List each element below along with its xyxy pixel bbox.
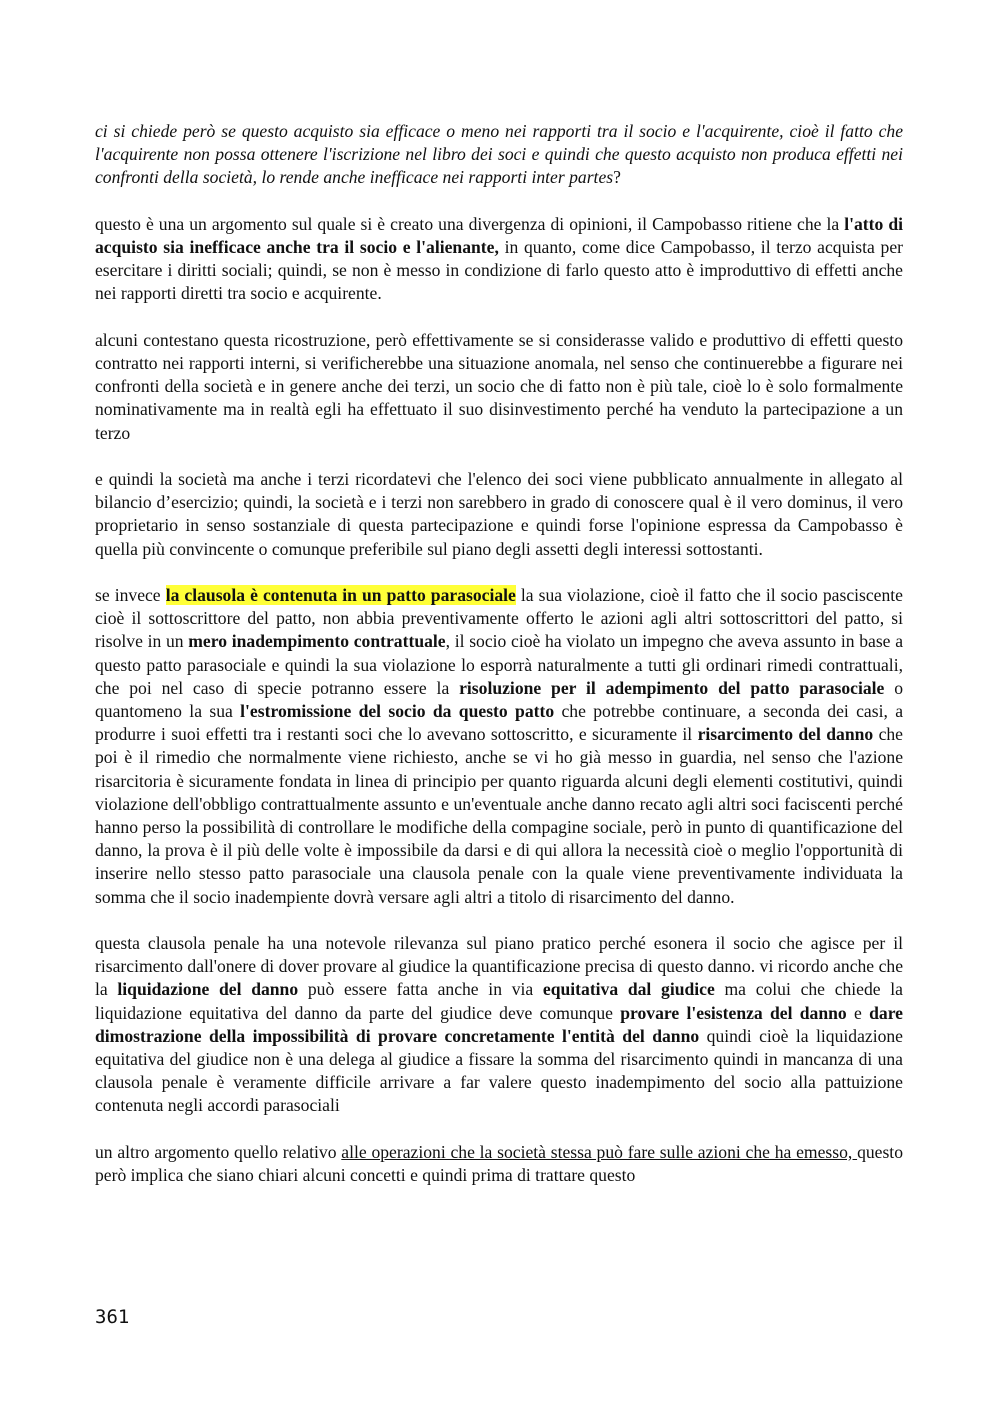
bold-text: dare dimostrazione della impossibilità di provare concretamente l'entità del danno [95, 1002, 903, 1046]
bold-text: provare l'esistenza del danno [620, 1002, 847, 1023]
paragraph [95, 120, 903, 190]
text-run: questo però implica che siano chiari alcuni concetti e quindi prima di trattare questo [95, 1141, 903, 1186]
text-run: e [846, 1002, 870, 1023]
paragraph [95, 468, 903, 561]
text-run: alcuni contestano questa ricostruzione, però effettivamente se si considerasse valido e produttivo di effetti questo contratto nei rapporti interni, si verificherebbe una situazione anomala, nel senso che continuerebbe a figurare nei confronti della società e in genere anche dei terzi, un socio che di fatto non è più tale, cioè lo è solo formalmente nominativamente ma in realtà egli ha effettuato il suo disinvestimento perché ha venduto la partecipazione a un terzo [95, 329, 903, 443]
bold-text: liquidazione del danno [117, 979, 299, 1000]
text-run: in quanto, come dice Campobasso, il terzo acquista per esercitare i diritti sociali; quindi, se non è messo in condizione di farlo questo atto è improduttivo di effetti anche nei rapporti diretti tra socio e acquirente. [95, 237, 903, 304]
paragraph [95, 584, 903, 909]
paragraph [95, 1141, 903, 1187]
text-run: se invece [95, 585, 166, 605]
page-body [95, 120, 903, 1187]
bold-text: mero inadempimento contrattuale [188, 631, 446, 652]
text-run: e quindi la società ma anche i terzi ricordatevi che l'elenco dei soci viene pubblicato annualmente in allegato al bilancio d’esercizio; quindi, la società e i terzi non sarebbero in grado di conoscere qual è il vero dominus, il vero proprietario in senso sostanziale di questa partecipazione e quindi forse l'opinione espressa da Campobasso è quella più convincente o comunque preferibile sul piano degli assetti degli interessi sottostanti. [95, 469, 903, 559]
text-run: o quantomeno la sua [95, 677, 903, 722]
bold-text: equitativa dal giudice [542, 979, 715, 1000]
paragraph [95, 213, 903, 306]
bold-text: l'estromissione del socio da questo patto [240, 701, 555, 722]
paragraph [95, 329, 903, 445]
paragraph [95, 932, 903, 1118]
text-run: un altro argomento quello relativo [95, 1141, 342, 1162]
bold-text: risarcimento del danno [697, 724, 874, 745]
highlighted-text: la clausola è contenuta in un patto parasociale [165, 585, 516, 605]
bold-text: risoluzione per il adempimento del patto parasociale [459, 677, 885, 698]
bold-text: l'atto di acquisto sia inefficace anche tra il socio e l'alienante, [95, 213, 903, 257]
underlined-text: alle operazioni che la società stessa può fare sulle azioni che ha emesso, [341, 1141, 858, 1162]
text-run: che poi è il rimedio che normalmente viene richiesto, anche se vi ho già messo in guardia, nel senso che l'azione risarcitoria è sicuramente fondata in linea di principio per quanto riguarda alcuni degli elementi costitutivi, quindi violazione dell'obbligo contrattualmente assunto e un'eventuale anche danno recato agli altri soci faciscenti perché hanno perso la possibilità di controllare le modifiche della compagine sociale, però in punto di quantificazione del danno, la prova è il più delle volte è impossibile da darsi e di qui allora la necessità cioè o meglio l'opportunità di inserire nello stesso patto parasociale una clausola penale con la quale viene preventivamente individuata la somma che il socio inadempiente dovrà versare agli altri a titolo di risarcimento del danno. [95, 724, 903, 907]
page-number: 361 [95, 1306, 130, 1328]
text-run: che potrebbe continuare, a seconda dei casi, a produrre i suoi effetti tra i restanti soci che lo avevano sottoscritto, e sicuramente il [95, 701, 904, 745]
text-run: può essere fatta anche in via [298, 979, 543, 1000]
text-run: la sua violazione, cioè il fatto che il socio pasciscente cioè il sottoscrittore del patto, non abbia preventivamente offerto le azioni agli altri sottoscrittori del patto, si risolve in un [95, 585, 903, 652]
text-run: , il socio cioè ha violato un impegno che aveva assunto in base a questo patto parasociale e quindi la sua violazione lo esporrà naturalmente a tutti gli ordinari rimedi contrattuali, che poi nel caso di specie potranno essere la [95, 631, 904, 698]
text-run: questo è una un argomento sul quale si è creato una divergenza di opinioni, il Campobasso ritiene che la [95, 213, 845, 234]
text-run: ? [613, 167, 621, 188]
text-run: questa clausola penale ha una notevole rilevanza sul piano pratico perché esonera il socio che agisce per il risarcimento dall'onere di dover provare al giudice la quantificazione precisa di questo danno. vi ricordo anche che la [95, 933, 903, 1000]
text-run: ma colui che chiede la liquidazione equitativa del danno da parte del giudice deve comunque [95, 979, 903, 1023]
text-run: ci si chiede però se questo acquisto sia efficace o meno nei rapporti tra il socio e l'acquirente, cioè il fatto che l'acquirente non possa ottenere l'iscrizione nel libro dei soci e quindi che questo acquisto non produca effetti nei confronti della società, lo rende anche inefficace nei rapporti inter partes [95, 121, 903, 188]
text-run: quindi cioè la liquidazione equitativa del giudice non è una delega al giudice a fissare la somma del risarcimento quindi in mancanza di una clausola penale è veramente difficile arrivare a far valere questo inadempimento del socio alla pattuizione contenuta negli accordi parasociali [95, 1025, 903, 1116]
